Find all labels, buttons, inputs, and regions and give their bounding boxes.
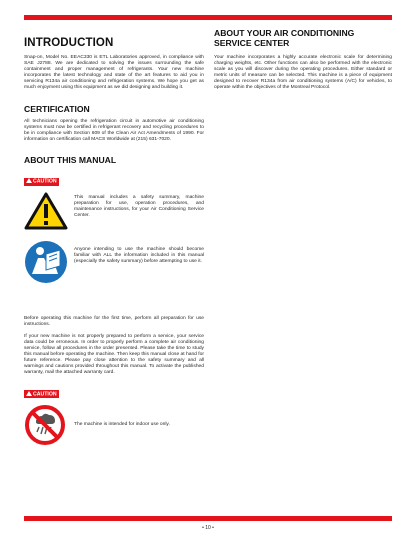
read-manual-text: Anyone intending to use the machine should become familiar with ALL the information included in this manual (especially the safety summary) before attempting to use it. bbox=[74, 246, 204, 264]
caution-triangle-icon bbox=[26, 178, 32, 183]
page-number: • 10 • bbox=[202, 525, 214, 531]
service-center-title bbox=[214, 28, 392, 49]
warning-triangle-icon bbox=[24, 192, 68, 230]
introduction-text: Snap-on, Model No. EEAC330 is ETL Laboratories approved, in compliance with SAE J2788. We are dedicated to solving the issues surrounding the safe containment and proper management of refrigerants. Your new machine incorporates the latest technology and state of the art features to aid you in servicing R134a air conditioning and refrigeration systems. We hope you get as much enjoyment using this equipment as we did designing and building it. bbox=[24, 55, 204, 91]
manual-paragraph-1: Before operating this machine for the first time, perform all preparation for use instructions. bbox=[24, 315, 204, 327]
no-rain-icon bbox=[24, 404, 66, 446]
caution-label-2: CAUTION bbox=[33, 391, 57, 398]
bottom-red-bar bbox=[24, 516, 392, 521]
service-center-title-line2: SERVICE CENTER bbox=[214, 38, 290, 49]
read-manual-icon bbox=[24, 240, 68, 284]
certification-text: All technicians opening the refrigeration circuit in automotive air conditioning systems must now be certified in refrigerant recovery and recycling procedures to be in compliance with Section 609 of the Clean Air Act Amendments of 1990. For information on certification call MACS Worldwide at (215) 631-7020. bbox=[24, 118, 204, 143]
caution-label: CAUTION bbox=[33, 178, 57, 185]
about-manual-title: ABOUT THIS MANUAL bbox=[24, 155, 117, 166]
manual-notices bbox=[24, 192, 204, 296]
left-column bbox=[24, 28, 204, 448]
certification-title: CERTIFICATION bbox=[24, 103, 90, 114]
service-center-text: Your machine incorporates a highly accurate electronic scale for determining charging weights, etc. Other functions can also be performed with the electronic scale as you will discover during the operating procedures. Either standard or metric units of measure can be selected. This machine is a piece of equipment designed to recover R134a from air conditioning systems (A/C) for vehicles, to operate within the objectives of the Montreal Protocol. bbox=[214, 54, 392, 91]
right-column bbox=[214, 28, 392, 91]
indoor-notice bbox=[24, 404, 204, 448]
introduction-title: INTRODUCTION bbox=[24, 37, 114, 49]
caution-badge bbox=[24, 170, 204, 188]
service-center-title-line1: ABOUT YOUR AIR CONDITIONING bbox=[214, 28, 355, 38]
caution-triangle-icon bbox=[26, 391, 32, 396]
indoor-text: The machine is intended for indoor use only. bbox=[74, 422, 170, 428]
warning-text: This manual includes a safety summary, machine preparation for use, operation procedures, and maintenance instructions, for your Air Conditioning Service Center. bbox=[74, 194, 204, 218]
top-red-bar bbox=[24, 15, 392, 20]
manual-paragraph-2: If your new machine is not properly prepared to perform a service, your service data could be erroneous. In order to properly perform a complete air conditioning service, follow all procedures in the order presented. Please take the time to study this manual before operating the machine. Then keep this manual close at hand for future reference. Please pay close attention to the safety summary and all warnings and cautions provided throughout this manual. To activate the published warranty, mail the attached warranty card. bbox=[24, 333, 204, 376]
caution-badge-2 bbox=[24, 382, 204, 400]
